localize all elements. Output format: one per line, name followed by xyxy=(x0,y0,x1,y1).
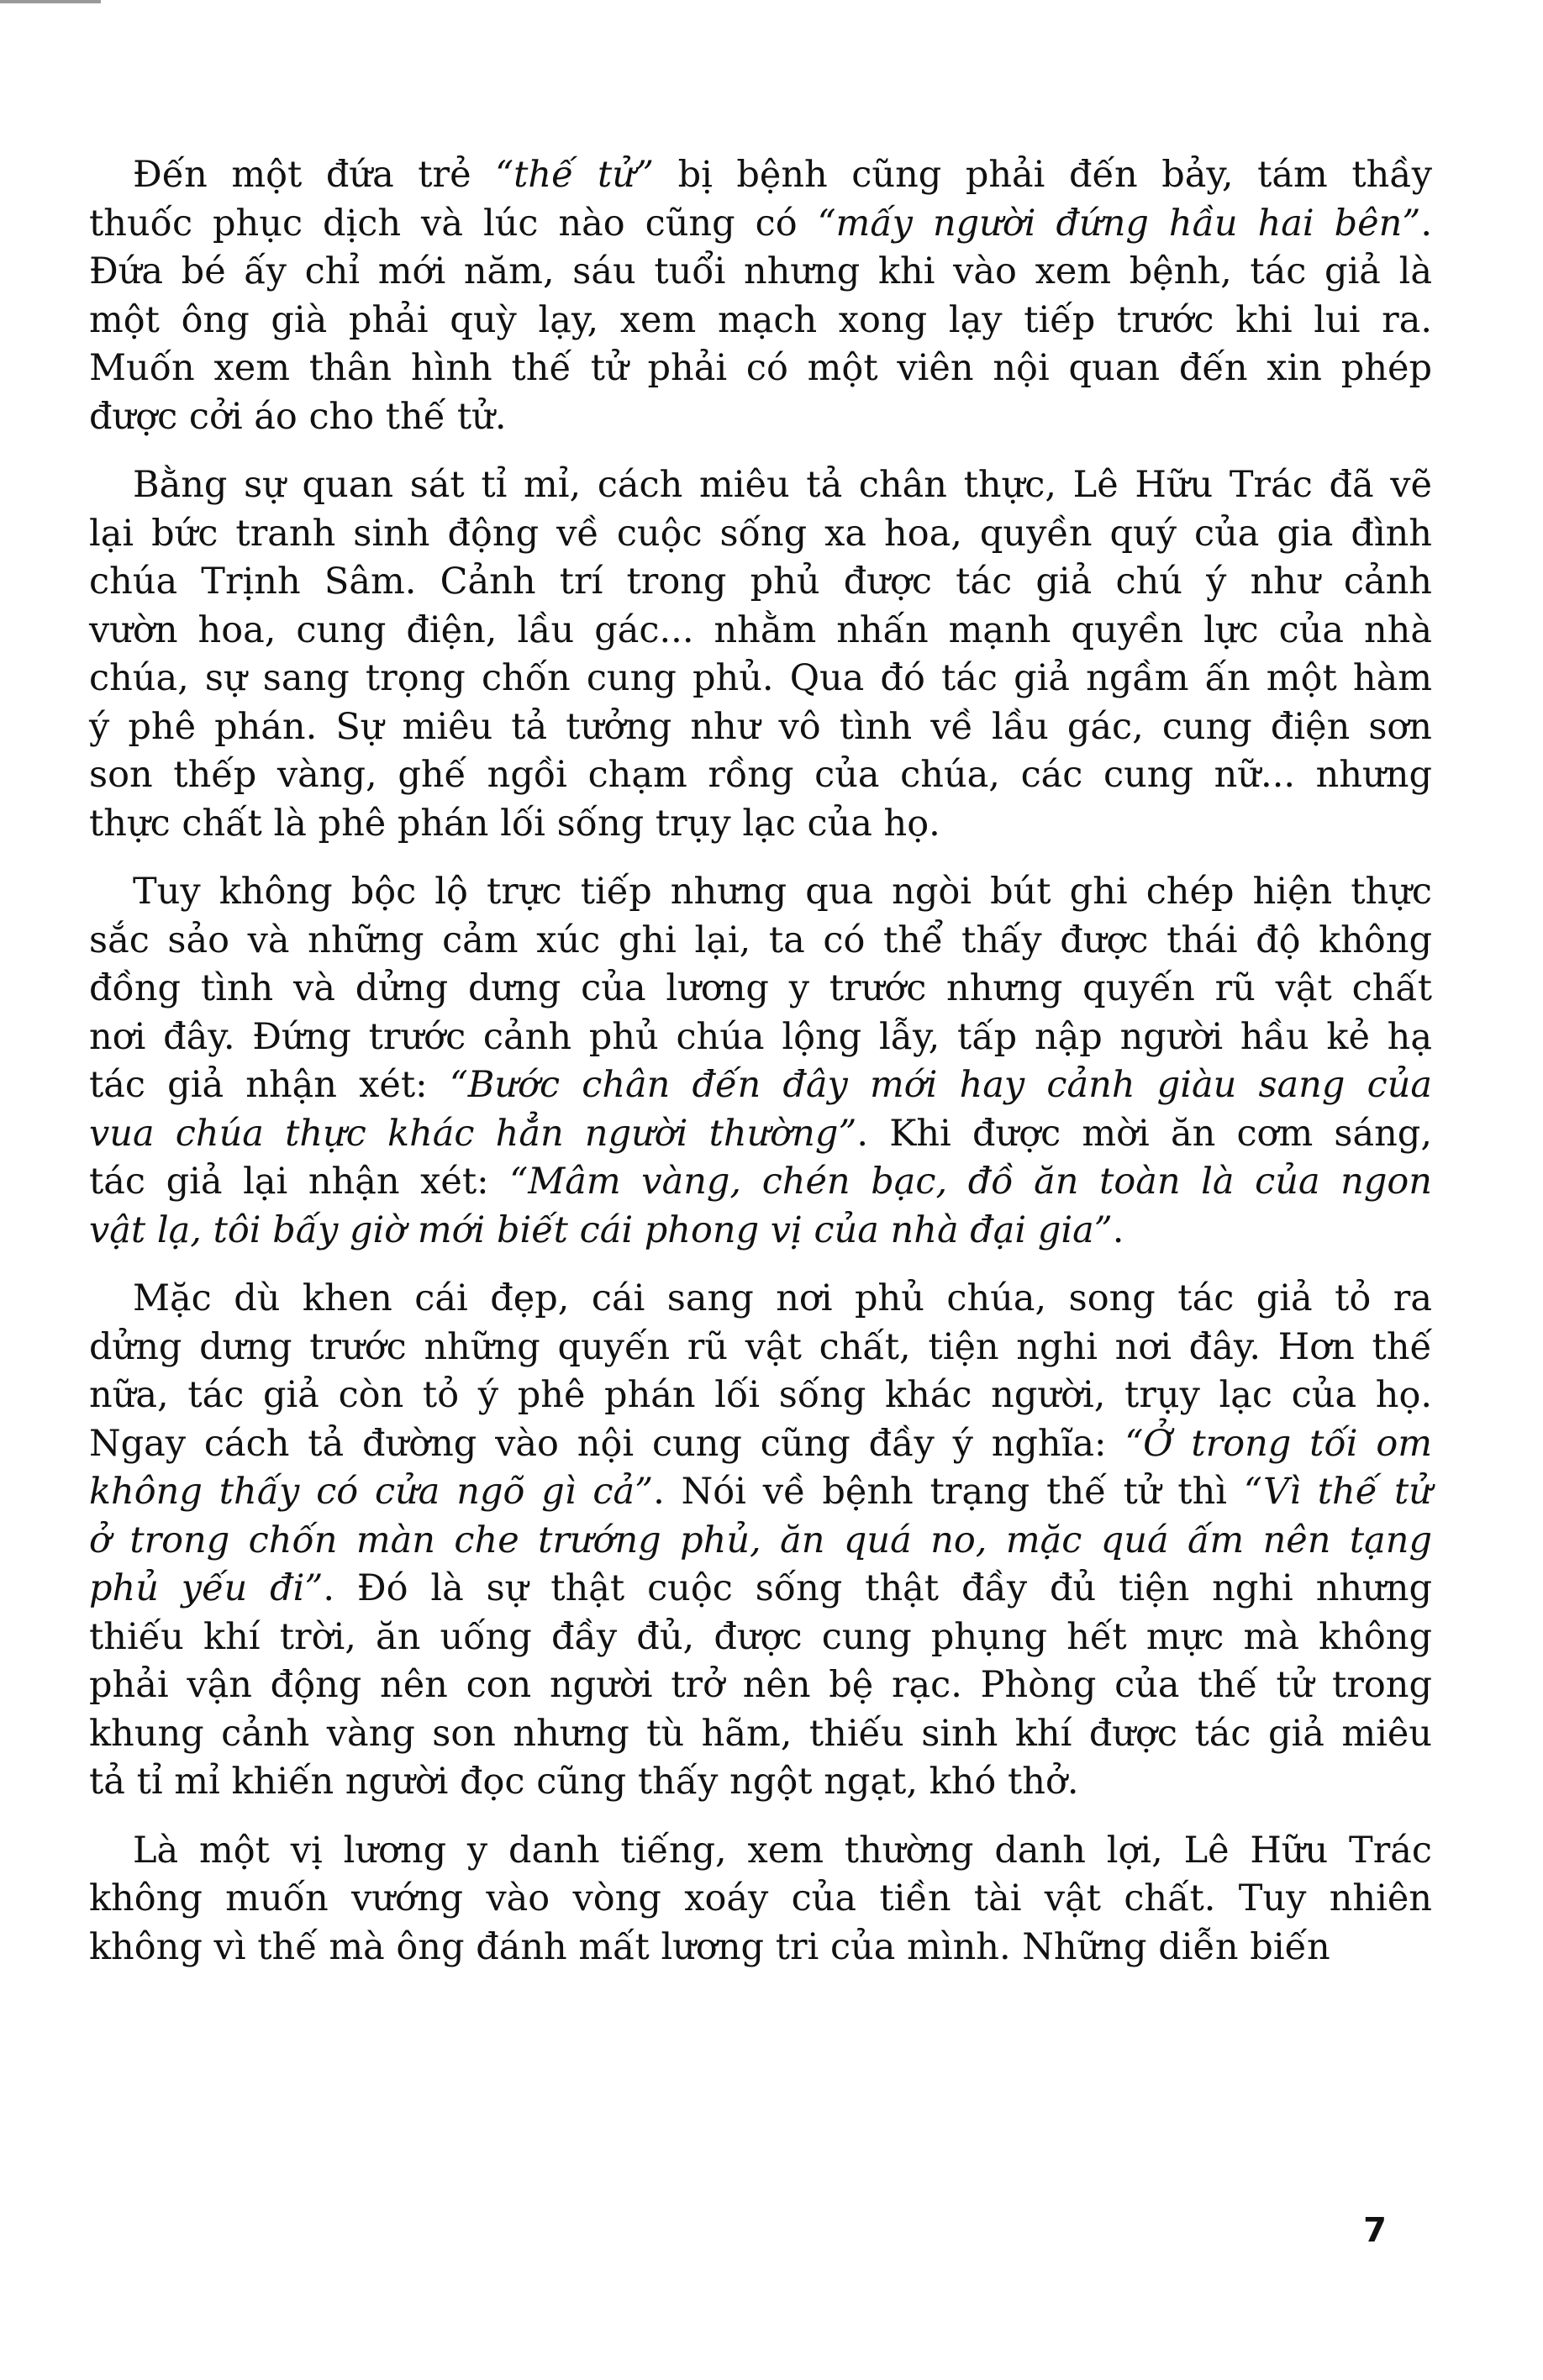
text-line xyxy=(89,1372,1432,1420)
body-text: nữa, tác giả còn tỏ ý phê phán lối sống khác người, trụy lạc của họ. xyxy=(89,1374,1432,1416)
paragraph xyxy=(89,1275,1432,1807)
body-text: vườn hoa, cung điện, lầu gác... nhằm nhấn mạnh quyền lực của nhà xyxy=(89,608,1432,651)
body-text: nơi đây. Đứng trước cảnh phủ chúa lộng lẫy, tấp nập người hầu kẻ hạ xyxy=(89,1015,1432,1058)
text-line xyxy=(89,248,1432,297)
body-text: tác giả nhận xét: xyxy=(89,1064,450,1106)
body-text: Đứa bé ấy chỉ mới năm, sáu tuổi nhưng khi vào xem bệnh, tác giả là xyxy=(89,250,1432,292)
body-text: bị bệnh cũng phải đến bảy, tám thầy xyxy=(654,154,1432,196)
body-text: Tuy không bộc lộ trực tiếp nhưng qua ngòi bút ghi chép hiện thực xyxy=(133,871,1432,913)
body-text: tả tỉ mỉ khiến người đọc cũng thấy ngột ngạt, khó thở. xyxy=(89,1761,1079,1803)
body-text: sắc sảo và những cảm xúc ghi lại, ta có thể thấy được thái độ không xyxy=(89,919,1432,961)
text-line xyxy=(89,1710,1432,1759)
text-line xyxy=(89,1661,1432,1710)
body-text: . Nói về bệnh trạng thế tử thì xyxy=(653,1471,1244,1513)
page-number: 7 xyxy=(1363,2211,1387,2250)
text-line xyxy=(89,1565,1432,1614)
text-line xyxy=(89,1014,1432,1062)
body-text: . xyxy=(1420,202,1432,245)
text-line xyxy=(89,297,1432,345)
paragraph xyxy=(89,151,1432,441)
body-text: Mặc dù khen cái đẹp, cái sang nơi phủ chúa, song tác giả tỏ ra xyxy=(133,1277,1432,1319)
page-body xyxy=(89,151,1432,1992)
body-text: được cởi áo cho thế tử. xyxy=(89,395,507,438)
paragraph xyxy=(89,1827,1432,1972)
body-text: ý phê phán. Sự miêu tả tưởng như vô tình về lầu gác, cung điện sơn xyxy=(89,705,1432,748)
text-line xyxy=(89,1158,1432,1207)
body-text: Là một vị lương y danh tiếng, xem thường danh lợi, Lê Hữu Trác xyxy=(133,1829,1432,1872)
quoted-italic-text: “Ở trong tối om xyxy=(1124,1422,1432,1465)
text-line xyxy=(89,1061,1432,1110)
quoted-italic-text: không thấy có cửa ngõ gì cả” xyxy=(89,1471,654,1513)
body-text: . Đó là sự thật cuộc sống thật đầy đủ tiện nghi nhưng xyxy=(323,1567,1432,1609)
text-line xyxy=(89,607,1432,656)
body-text: son thếp vàng, ghế ngồi chạm rồng của chúa, các cung nữ... nhưng xyxy=(89,754,1432,796)
text-line xyxy=(89,558,1432,607)
body-text: lại bức tranh sinh động về cuộc sống xa hoa, quyền quý của gia đình xyxy=(89,512,1432,555)
text-line xyxy=(89,393,1432,442)
body-text: Đến một đứa trẻ xyxy=(133,154,496,196)
quoted-italic-text: ở trong chốn màn che trướng phủ, ăn quá no, mặc quá ấm nên tạng xyxy=(89,1519,1432,1561)
body-text: tác giả lại nhận xét: xyxy=(89,1161,510,1203)
text-line xyxy=(89,1924,1432,1972)
quoted-italic-text: vua chúa thực khác hẳn người thường” xyxy=(89,1112,857,1155)
text-line xyxy=(89,917,1432,966)
text-line xyxy=(89,1207,1432,1256)
scan-edge-mark xyxy=(0,0,101,3)
text-line xyxy=(89,703,1432,752)
text-line xyxy=(89,1324,1432,1372)
text-line xyxy=(89,1614,1432,1662)
text-line xyxy=(89,800,1432,849)
quoted-italic-text: “mấy người đứng hầu hai bên” xyxy=(817,202,1421,245)
text-line xyxy=(89,1517,1432,1566)
quoted-italic-text: “Vì thế tử xyxy=(1243,1471,1432,1513)
text-line xyxy=(89,655,1432,703)
body-text: Ngay cách tả đường vào nội cung cũng đầy ý nghĩa: xyxy=(89,1422,1125,1465)
body-text: phải vận động nên con người trở nên bệ rạc. Phòng của thế tử trong xyxy=(89,1664,1432,1706)
quoted-italic-text: “thế tử” xyxy=(495,154,655,196)
quoted-italic-text: phủ yếu đi” xyxy=(89,1567,324,1609)
body-text: Muốn xem thân hình thế tử phải có một viên nội quan đến xin phép xyxy=(89,347,1432,389)
body-text: không muốn vướng vào vòng xoáy của tiền tài vật chất. Tuy nhiên xyxy=(89,1877,1432,1919)
body-text: một ông già phải quỳ lạy, xem mạch xong lạy tiếp trước khi lui ra. xyxy=(89,298,1432,341)
body-text: chúa Trịnh Sâm. Cảnh trí trong phủ được tác giả chú ý như cảnh xyxy=(89,561,1432,603)
text-line xyxy=(89,510,1432,559)
body-text: Bằng sự quan sát tỉ mỉ, cách miêu tả chân thực, Lê Hữu Trác đã vẽ xyxy=(133,464,1432,506)
text-line xyxy=(89,200,1432,249)
body-text: chúa, sự sang trọng chốn cung phủ. Qua đó tác giả ngầm ấn một hàm xyxy=(89,657,1432,699)
text-line xyxy=(89,965,1432,1014)
quoted-italic-text: “Mâm vàng, chén bạc, đồ ăn toàn là của ngon xyxy=(509,1161,1432,1203)
body-text: dửng dưng trước những quyến rũ vật chất, tiện nghi nơi đây. Hơn thế xyxy=(89,1325,1432,1368)
text-line xyxy=(89,151,1432,200)
text-line xyxy=(89,1275,1432,1324)
text-line xyxy=(89,868,1432,917)
text-line xyxy=(89,461,1432,510)
paragraph xyxy=(89,868,1432,1255)
body-text: thực chất là phê phán lối sống trụy lạc của họ. xyxy=(89,802,940,845)
body-text: thuốc phục dịch và lúc nào cũng có xyxy=(89,202,818,245)
text-line xyxy=(89,1875,1432,1924)
text-line xyxy=(89,751,1432,800)
body-text: . xyxy=(1112,1208,1124,1251)
text-line xyxy=(89,1758,1432,1807)
body-text: khung cảnh vàng son nhưng tù hãm, thiếu sinh khí được tác giả miêu xyxy=(89,1712,1432,1755)
text-line xyxy=(89,345,1432,393)
text-line xyxy=(89,1420,1432,1469)
body-text: . Khi được mời ăn cơm sáng, xyxy=(856,1112,1432,1155)
paragraph xyxy=(89,461,1432,848)
body-text: đồng tình và dửng dưng của lương y trước nhưng quyến rũ vật chất xyxy=(89,967,1432,1009)
text-line xyxy=(89,1110,1432,1159)
text-line xyxy=(89,1827,1432,1876)
quoted-italic-text: “Bước chân đến đây mới hay cảnh giàu sang của xyxy=(449,1064,1432,1106)
quoted-italic-text: vật lạ, tôi bấy giờ mới biết cái phong vị của nhà đại gia” xyxy=(89,1208,1113,1251)
body-text: không vì thế mà ông đánh mất lương tri của mình. Những diễn biến xyxy=(89,1925,1330,1968)
text-line xyxy=(89,1468,1432,1517)
body-text: thiếu khí trời, ăn uống đầy đủ, được cung phụng hết mực mà không xyxy=(89,1615,1432,1658)
